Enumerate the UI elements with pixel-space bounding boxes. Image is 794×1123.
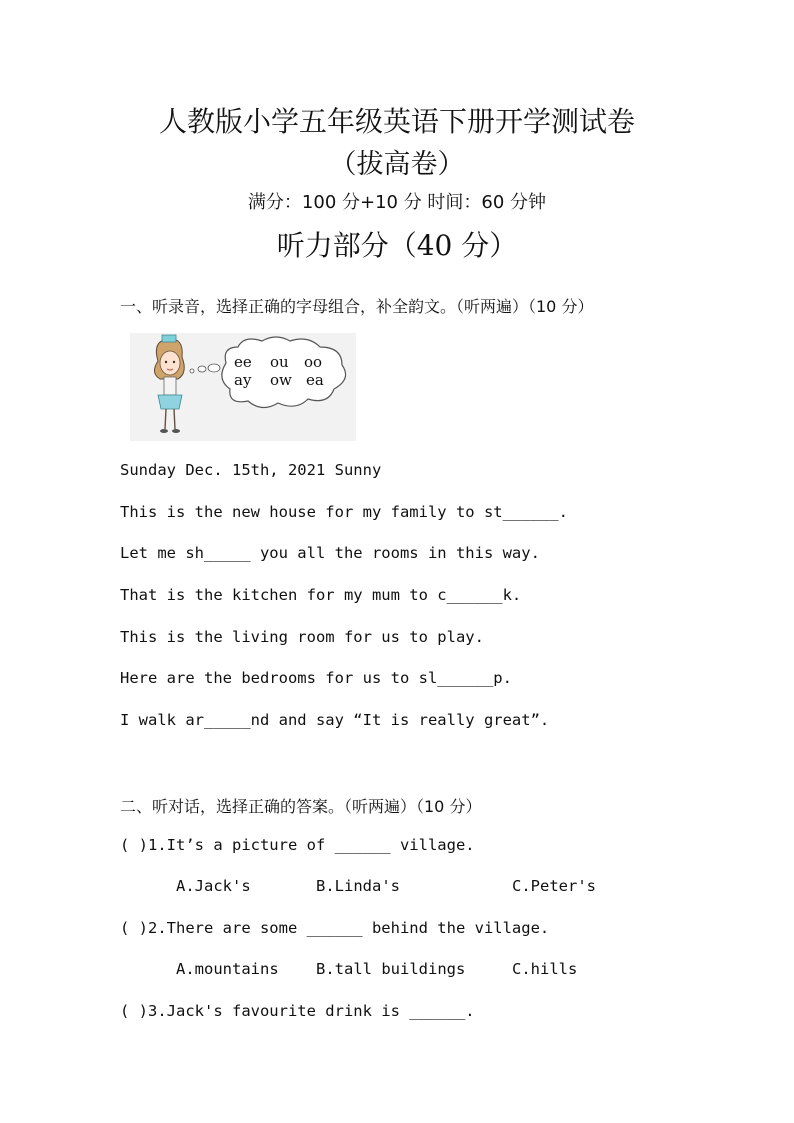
question-3-stem: ( )3.Jack's favourite drink is ______. bbox=[120, 1002, 475, 1020]
part-title: 听力部分（40 分） bbox=[276, 229, 518, 262]
question-1-stem: ( )1.It’s a picture of ______ village. bbox=[120, 836, 475, 854]
text-line: Let me sh_____ you all the rooms in this way. bbox=[120, 544, 540, 562]
page-subtitle: （拔高卷） bbox=[329, 149, 465, 180]
page-title: 人教版小学五年级英语下册开学测试卷 bbox=[158, 105, 635, 138]
question-2-option-c[interactable]: C.hills bbox=[512, 960, 578, 978]
question-1-option-c[interactable]: C.Peter's bbox=[512, 877, 596, 895]
question-2-option-a[interactable]: A.mountains bbox=[176, 960, 279, 978]
question-1-option-b[interactable]: B.Linda's bbox=[316, 877, 400, 895]
girl-thinking-illustration bbox=[130, 333, 356, 441]
bubble-letters-ay: ay bbox=[234, 371, 252, 389]
text-line: Here are the bedrooms for us to sl______p. bbox=[120, 669, 512, 687]
bubble-letters-ou: ou bbox=[270, 353, 289, 371]
score-info: 满分：100 分+10 分 时间：60 分钟 bbox=[247, 192, 547, 213]
question-1-option-a[interactable]: A.Jack's bbox=[176, 877, 251, 895]
bubble-letters-oo: oo bbox=[304, 353, 323, 371]
section2-heading: 二、听对话，选择正确的答案。（听两遍）（10 分） bbox=[120, 797, 482, 816]
question-2-option-b[interactable]: B.tall buildings bbox=[316, 960, 466, 978]
question-2-stem: ( )2.There are some ______ behind the village. bbox=[120, 919, 550, 937]
bubble-letters-ea: ea bbox=[306, 371, 324, 389]
bubble-letters-ow: ow bbox=[270, 371, 292, 389]
text-line: This is the new house for my family to st______. bbox=[120, 503, 568, 521]
bubble-letters-ee: ee bbox=[234, 353, 252, 371]
text-line: This is the living room for us to play. bbox=[120, 628, 484, 646]
text-line: That is the kitchen for my mum to c______k. bbox=[120, 586, 522, 604]
section1-heading: 一、听录音，选择正确的字母组合，补全韵文。（听两遍）（10 分） bbox=[120, 297, 594, 316]
text-line: Sunday Dec. 15th, 2021 Sunny bbox=[120, 461, 382, 479]
text-line: I walk ar_____nd and say “It is really great”. bbox=[120, 711, 550, 729]
